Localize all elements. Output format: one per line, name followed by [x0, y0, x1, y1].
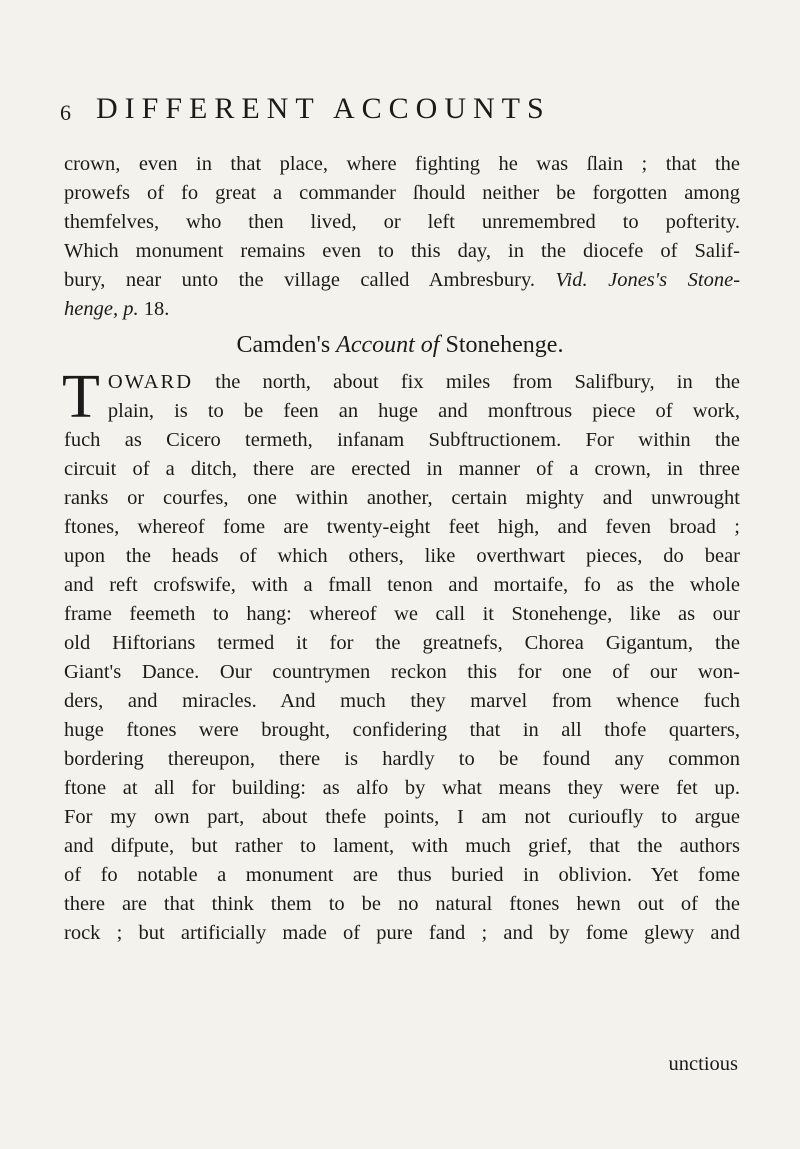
text-fragment: the north, about fix miles from Salifbury, in the: [193, 371, 740, 393]
section-title-subject: Stonehenge.: [445, 332, 564, 358]
text-line: Giant's Dance. Our countrymen reckon this for one of our won-: [64, 661, 740, 683]
main-paragraph: [62, 363, 740, 948]
text-line: huge ftones were brought, confidering that in all thofe quarters,: [64, 719, 740, 741]
text-line: themfelves, who then lived, or left unremembred to pofterity.: [64, 211, 740, 233]
text-line: plain, is to be feen an huge and monftrous piece of work,: [107, 400, 740, 422]
text-line: and difpute, but rather to lament, with much grief, that the authors: [64, 835, 740, 857]
text-line: and reft crofswife, with a fmall tenon and mortaife, fo as the whole: [64, 574, 740, 596]
text-fragment: bury, near unto the village called Ambresbury.: [64, 269, 536, 291]
section-title-name: Camden's: [236, 332, 331, 358]
citation-page: 18.: [143, 298, 170, 320]
section-title: [0, 332, 800, 359]
text-line: Which monument remains even to this day, in the diocefe of Salif-: [64, 240, 740, 262]
text-line: rock ; but artificially made of pure fand ; and by fome glewy and: [64, 922, 740, 944]
text-line: there are that think them to be no natural ftones hewn out of the: [64, 893, 740, 915]
text-line: For my own part, about thefe points, I am not curioufly to argue: [64, 806, 740, 828]
text-line: ranks or courfes, one within another, certain mighty and unwrought: [64, 487, 740, 509]
page-number: 6: [60, 100, 72, 125]
first-word: OWARD: [107, 371, 194, 393]
text-line: upon the heads of which others, like overthwart pieces, do bear: [64, 545, 740, 567]
running-head: DIFFERENT ACCOUNTS: [96, 92, 551, 125]
text-line: old Hiftorians termed it for the greatnefs, Chorea Gigantum, the: [64, 632, 740, 654]
catchword: unctious: [668, 1053, 738, 1075]
text-line-first: [64, 368, 740, 397]
text-line-with-citation: [64, 266, 740, 295]
drop-cap: T: [62, 363, 100, 431]
page-header: [60, 92, 740, 132]
citation-reference: Vid. Jones's Stone-: [555, 269, 741, 291]
text-line: circuit of a ditch, there are erected in manner of a crown, in three: [64, 458, 740, 480]
citation-continuation: henge, p.: [64, 298, 139, 320]
text-line: frame feemeth to hang: whereof we call it Stonehenge, like as our: [64, 603, 740, 625]
text-line: ftone at all for building: as alfo by what means they were fet up.: [64, 777, 740, 799]
top-paragraph: [64, 150, 740, 324]
text-line: of fo notable a monument are thus buried in oblivion. Yet fome: [64, 864, 740, 886]
text-line: prowefs of fo great a commander ſhould neither be forgotten among: [64, 182, 740, 204]
text-line: fuch as Cicero termeth, infanam Subftructionem. For within the: [64, 429, 740, 451]
text-line: ftones, whereof fome are twenty-eight feet high, and feven broad ;: [64, 516, 740, 538]
text-line: bordering thereupon, there is hardly to be found any common: [64, 748, 740, 770]
text-line: ders, and miracles. And much they marvel from whence fuch: [64, 690, 740, 712]
section-title-italic: Account of: [336, 332, 440, 358]
citation-line: [64, 295, 740, 324]
text-line: crown, even in that place, where fighting he was ſlain ; that the: [64, 153, 740, 175]
